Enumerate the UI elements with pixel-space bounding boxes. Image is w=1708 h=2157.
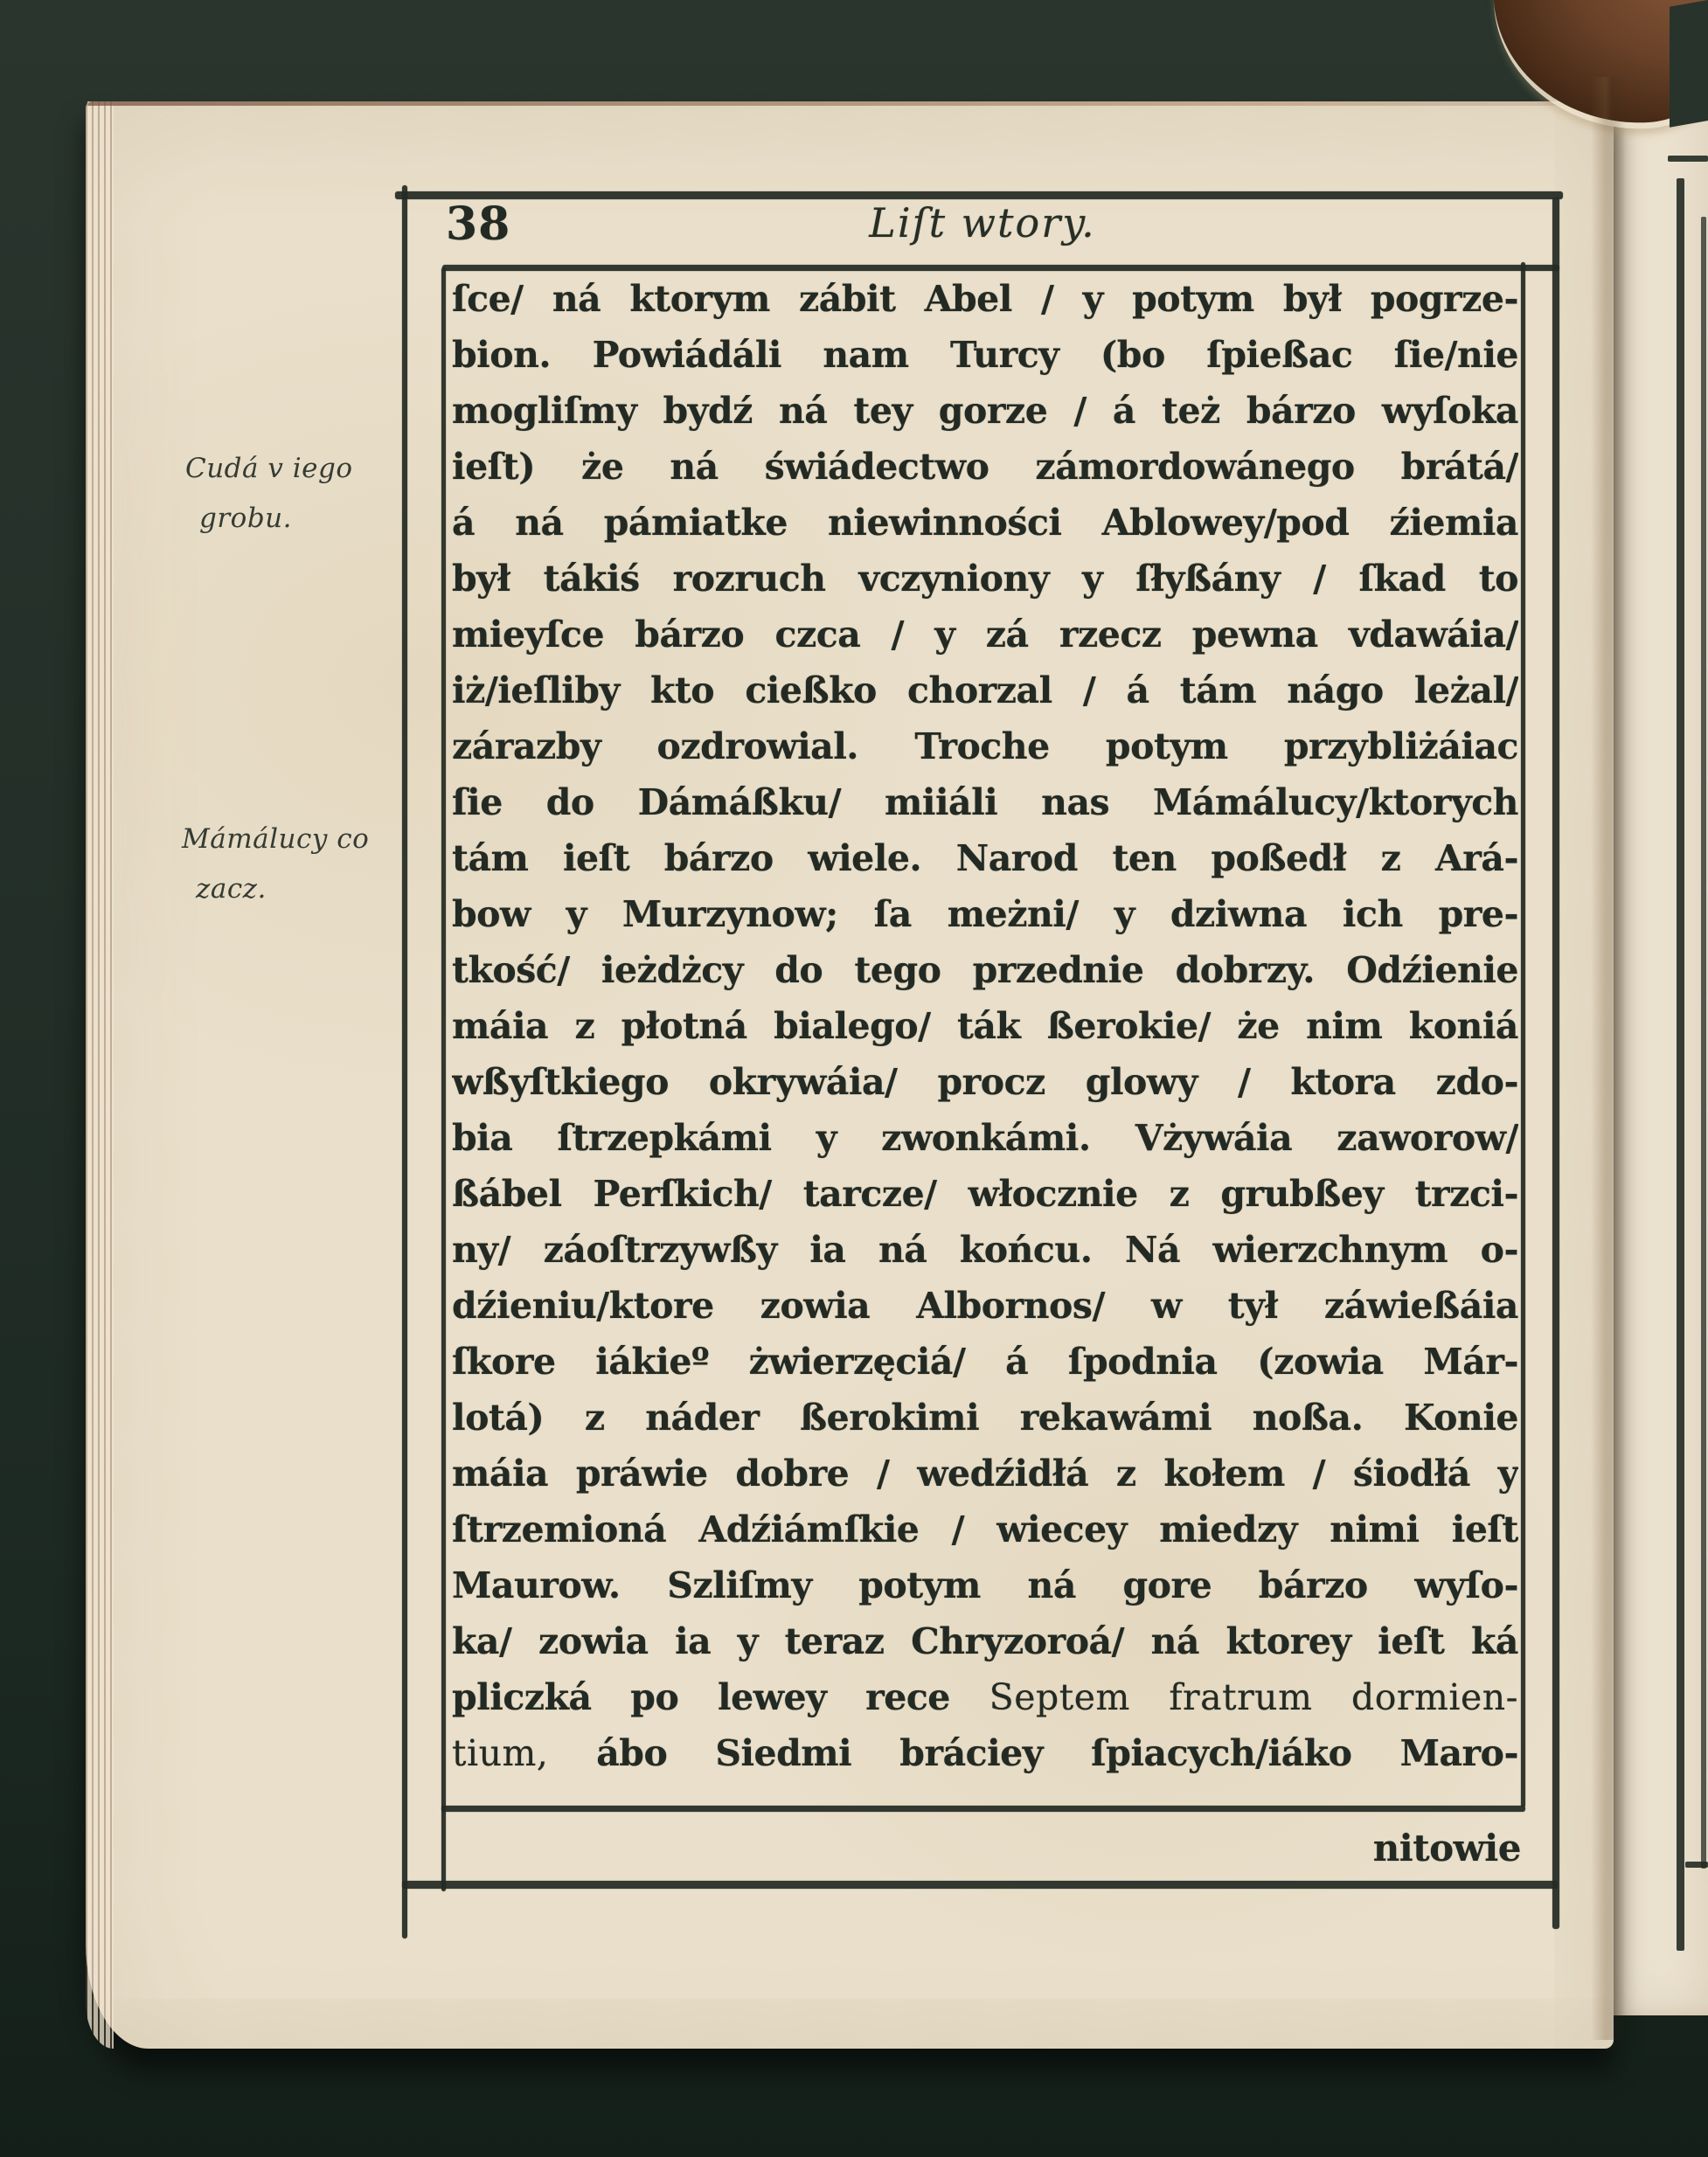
text-line-mixed-latin [452,1669,1518,1725]
gutter-fold-shadow [1591,77,1626,2040]
text-segment-roman-latin: tium, [452,1732,597,1774]
text-line: ſkore iákieº żwierzęciá/ á ſpodnia (zowia Már- [452,1341,1518,1383]
text-line: bia ſtrzepkámi y zwonkámi. Vżywáia zaworow/ [452,1117,1518,1159]
frame-rule-left-inner [441,267,446,1891]
body-text-block [452,271,1518,1781]
text-line: tám ieſt bárzo wiele. Narod ten poßedł z Ará- [452,837,1518,879]
text-line: ſie do Dámáßku/ miiáli nas Mámálucy/ktorych [452,781,1518,823]
text-line: bow y Murzynow; ſa meżni/ y dziwna ich pre- [452,893,1518,935]
frame-rule-top [395,191,1563,199]
folio-page-number: 38 [446,198,511,251]
text-line: był tákiś rozruch vczyniony y ſłyßány / ſkad to [452,558,1518,600]
text-line: máia z płotná bialego/ ták ßerokie/ że nim koniá [452,1005,1518,1047]
text-line: Maurow. Szliſmy potym ná gore bárzo wyſo- [452,1564,1518,1606]
margin-note-line: Cudá v iego [185,453,353,484]
margin-note-mamluks [182,815,435,914]
text-line: ſce/ ná ktorym zábit Abel / y potym był pogrze- [452,278,1518,320]
frame-rule-right-outer [1552,198,1559,1929]
text-line: ſtrzemioná Adźiámſkie / wiecey miedzy nimi ieſt [452,1509,1518,1550]
margin-note-line: Mámálucy co [182,823,370,855]
frame-rule-bottom-outer [402,1881,1558,1889]
text-line: máia práwie dobre / wedźidłá z kołem / śiodłá y [452,1453,1518,1495]
text-line: dźieniu/ktore zowia Albornos/ w tył záwießáia [452,1285,1518,1327]
text-line: tkość/ ieżdżcy do tego przednie dobrzy. Odźienie [452,949,1518,991]
text-line: ßábel Perſkich/ tarcze/ włocznie z grubßey trzci- [452,1173,1518,1215]
text-line: wßyſtkiego okrywáia/ procz glowy / ktora zdo- [452,1061,1518,1103]
text-line: ka/ zowia ia y teraz Chryzoroá/ ná ktorey ieſt ká [452,1620,1518,1662]
catchword: nitowie [1372,1827,1521,1869]
text-line-mixed-latin [452,1725,1518,1781]
text-line: lotá) z náder ßerokimi rekawámi noßa. Konie [452,1397,1518,1439]
text-segment-blackletter: pliczká po lewey rece [452,1676,989,1718]
text-segment-blackletter: ábo Siedmi bráciey ſpiacych/iáko Maro- [596,1732,1518,1774]
text-line: ieſt) że ná świádectwo zámordowánego brátá/ [452,446,1518,488]
text-segment-roman-latin: Septem fratrum dormien- [989,1676,1518,1718]
text-line: mieyſce bárzo czca / y zá rzecz pewna vdawáia/ [452,614,1518,655]
text-line: zárazby ozdrowial. Troche potym przybliżáiac [452,725,1518,767]
text-line: á ná pámiatke niewinności Ablowey/pod źiemia [452,502,1518,544]
text-line: ny/ záoſtrzywßy ia ná końcu. Ná wierzchnym o- [452,1229,1518,1271]
running-title: Liſt wtory. [869,199,1096,246]
margin-note-miracles-at-tomb [185,444,439,544]
frame-rule-right-inner [1521,262,1525,1807]
margin-note-line: grobu. [199,503,292,534]
text-line: iż/ieſliby kto cießko chorzal / á tám nágo leżal/ [452,669,1518,711]
frame-rule-below-header [442,265,1559,271]
frame-rule-text-bottom [441,1806,1525,1812]
text-line: mogliſmy bydź ná tey gorze / á też bárzo wyſoka [452,390,1518,432]
text-line: bion. Powiádáli nam Turcy (bo ſpießac ſie/nie [452,334,1518,376]
margin-note-line: zacz. [196,873,267,905]
